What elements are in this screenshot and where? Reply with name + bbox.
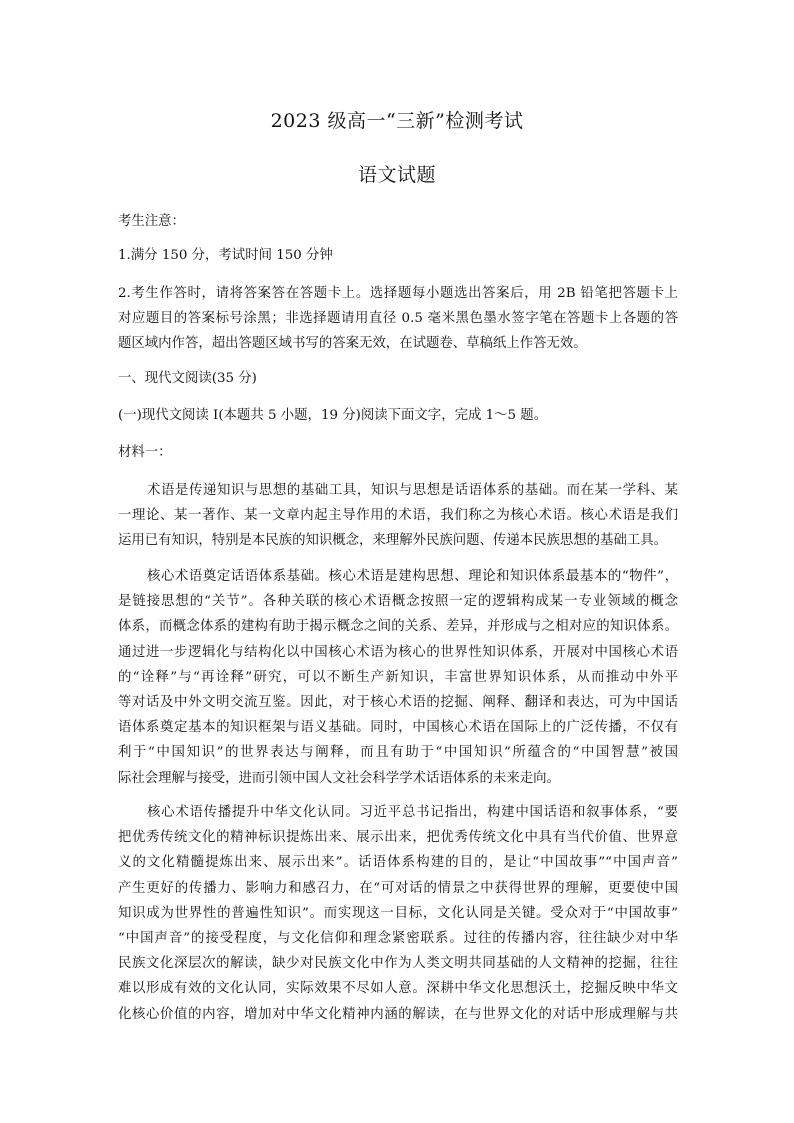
exam-title: 2023 级高一“三新”检测考试 — [270, 110, 524, 132]
subject-title: 语文试题 — [357, 164, 436, 186]
section-heading: 一、现代文阅读(35 分) — [118, 371, 257, 386]
paragraph-line: 通过进一步逻辑化与结构化以中国核心术语为核心的世界性知识体系，开展对中国核心术语 — [118, 644, 678, 660]
paragraph-1 — [118, 478, 678, 554]
paragraph-line: 核心术语奠定话语体系基础。核心术语是建构思想、理论和知识体系最基本的“物件”， — [147, 569, 678, 584]
paragraph-line: 体系，而概念体系的建构有助于揭示概念之间的关系、差异，并形成与之相对应的知识体系。 — [118, 619, 678, 635]
paragraph-line: “中国声音”的接受程度，与文化信仰和理念紧密联系。过往的传播内容，往往缺少对中华 — [118, 931, 678, 947]
paragraph-line: 术语是传递知识与思想的基础工具，知识与思想是话语体系的基础。而在某一学科、某 — [147, 483, 678, 498]
notice-item-2-line: 对应题目的答案标号涂黑；非选择题请用直径 0.5 毫米黑色墨水签字笔在答题卡上各题的答 — [118, 311, 678, 327]
paragraph-line: 把优秀传统文化的精神标识提炼出来、展示出来，把优秀传统文化中具有当代价值、世界意 — [118, 830, 678, 846]
paragraph-line: 运用已有知识，特别是本民族的知识概念，来理解外民族问题、传递本民族思想的基础工具。 — [118, 533, 668, 549]
paragraph-line: 是链接思想的“关节”。各种关联的核心术语概念按照一定的逻辑构成某一专业领域的概念 — [118, 594, 678, 610]
paragraph-line: 核心术语传播提升中华文化认同。习近平总书记指出，构建中国话语和叙事体系，“要 — [147, 805, 678, 820]
paragraph-line: 民族文化深层次的解读，缺少对民族文化中作为人类文明共同基础的人文精神的挖掘，往往 — [118, 956, 678, 972]
paragraph-line: 一理论、某一著作、某一文章内起主导作用的术语，我们称之为核心术语。核心术语是我们 — [118, 508, 678, 524]
notice-item-2 — [118, 281, 678, 357]
paragraph-line: 的“诠释”与“再诠释”研究，可以不断生产新知识，丰富世界知识体系，从而推动中外平 — [118, 669, 678, 685]
paragraph-line: 义的文化精髓提炼出来、展示出来”。话语体系构建的目的，是让“中国故事”“中国声音” — [118, 855, 678, 871]
paragraph-line: 难以形成有效的文化认同，实际效果不尽如人意。深耕中华文化思想沃土，挖掘反映中华文 — [118, 981, 678, 997]
paragraph-3 — [118, 800, 678, 1027]
paragraph-line: 语体系奠定基本的知识框架与语义基础。同时，中国核心术语在国际上的广泛传播，不仅有 — [118, 720, 678, 736]
paragraph-line: 等对话及中外文明交流互鉴。因此，对于核心术语的挖掘、阐释、翻译和表达，可为中国话 — [118, 695, 678, 711]
subsection-heading: (一)现代文阅读 I(本题共 5 小题，19 分)阅读下面文字，完成 1～5 题。 — [118, 408, 548, 423]
material-label: 材料一： — [118, 445, 172, 460]
paragraph-line: 产生更好的传播力、影响力和感召力，在“可对话的情景之中获得世界的理解，更要使中国 — [118, 880, 678, 896]
notice-heading: 考生注意： — [118, 214, 185, 229]
paragraph-line: 化核心价值的内容，增加对中华文化精神内涵的解读，在与世界文化的对话中形成理解与共 — [118, 1006, 678, 1022]
paragraph-line: 知识成为世界性的普遍性知识”。而实现这一目标，文化认同是关键。受众对于“中国故事” — [118, 905, 678, 921]
paragraph-line: 际社会理解与接受，进而引领中国人文社会科学学术话语体系的未来走向。 — [118, 770, 560, 786]
notice-item-2-line: 2.考生作答时，请将答案答在答题卡上。选择题每小题选出答案后，用 2B 铅笔把答题卡上 — [118, 286, 678, 301]
notice-item-2-line: 题区域内作答，超出答题区域书写的答案无效，在试题卷、草稿纸上作答无效。 — [118, 336, 587, 352]
paragraph-line: 利于“中国知识”的世界表达与阐释，而且有助于“中国知识”所蕴含的“中国智慧”被国 — [118, 745, 678, 761]
paragraph-2 — [118, 564, 678, 791]
notice-item-1: 1.满分 150 分，考试时间 150 分钟 — [118, 248, 333, 263]
